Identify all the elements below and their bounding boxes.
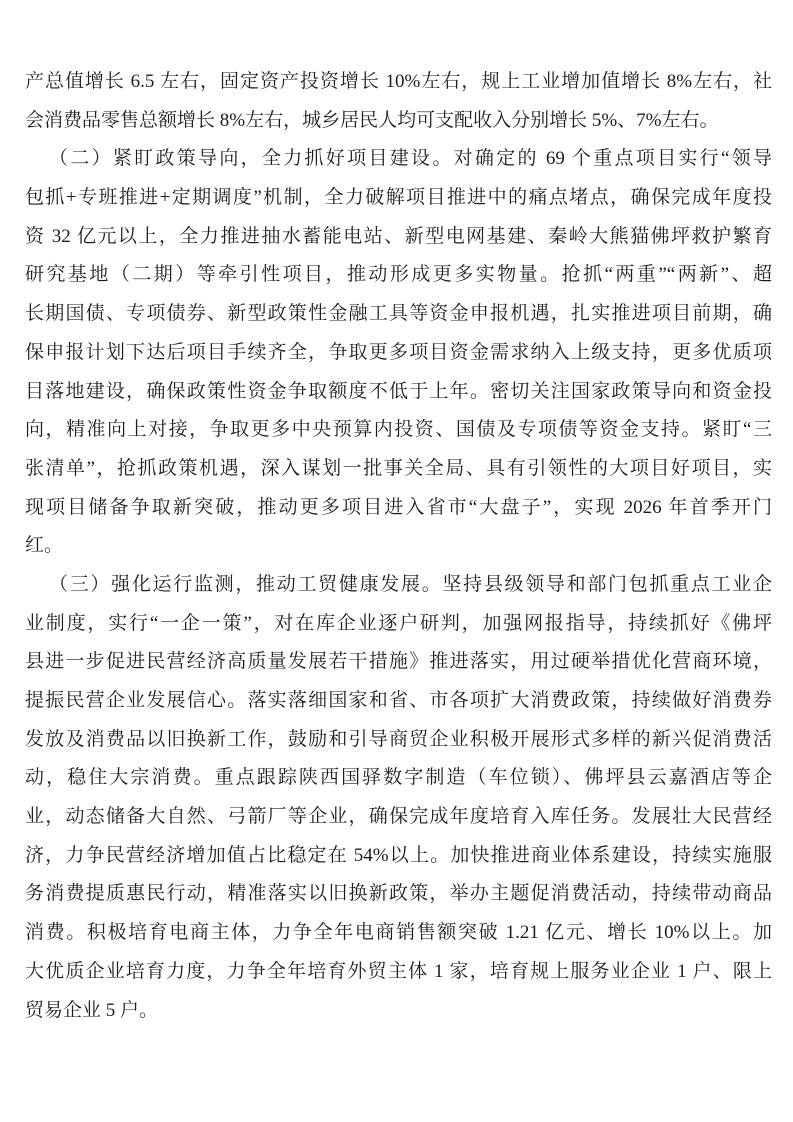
text-line: 目落地建设，确保政策性资金争取额度不低于上年。密切关注国家政策导向和资金投 xyxy=(25,380,772,402)
text-line: 县进一步促进民营经济高质量发展若干措施》推进落实，用过硬举措优化营商环境， xyxy=(25,651,772,673)
text-line: 业，动态储备大自然、弓箭厂等企业，确保完成年度培育入库任务。发展壮大民营经 xyxy=(25,806,772,828)
paragraph-3-heading-line: （三）强化运行监测，推动工贸健康发展。坚持县级领导和部门包抓重点工业企 xyxy=(49,573,772,595)
text-line: 红。 xyxy=(25,535,64,557)
text-line: 张清单”，抢抓政策机遇，深入谋划一批事关全局、具有引领性的大项目好项目，实 xyxy=(25,457,772,479)
text-line: 大优质企业培育力度，力争全年培育外贸主体 1 家，培育规上服务业企业 1 户、限上 xyxy=(25,960,772,982)
text-line: 动，稳住大宗消费。重点跟踪陕西国驿数字制造（车位锁）、佛坪县云嘉酒店等企 xyxy=(25,767,772,789)
text-line: 业制度，实行“一企一策”，对在库企业逐户研判，加强网报指导，持续抓好《佛坪 xyxy=(25,612,772,634)
text-line: 发放及消费品以旧换新工作，鼓励和引导商贸企业积极开展形式多样的新兴促消费活 xyxy=(25,728,772,750)
text-line: 长期国债、专项债券、新型政策性金融工具等资金申报机遇，扎实推进项目前期，确 xyxy=(25,303,772,325)
text-line: 现项目储备争取新突破，推动更多项目进入省市“大盘子”，实现 2026 年首季开门 xyxy=(25,496,772,518)
text-line: 产总值增长 6.5 左右，固定资产投资增长 10%左右，规上工业增加值增长 8%左右，社 xyxy=(25,71,772,92)
text-line: 贸易企业 5 户。 xyxy=(25,999,159,1021)
document-text-block xyxy=(25,63,772,1030)
text-line: 务消费提质惠民行动，精准落实以旧换新政策，举办主题促消费活动，持续带动商品 xyxy=(25,883,772,905)
text-line: 包抓+专班推进+定期调度”机制，全力破解项目推进中的痛点堵点，确保完成年度投 xyxy=(25,187,772,209)
text-line: 提振民营企业发展信心。落实落细国家和省、市各项扩大消费政策，持续做好消费券 xyxy=(25,690,772,711)
text-line: 济，力争民营经济增加值占比稳定在 54%以上。加快推进商业体系建设，持续实施服 xyxy=(25,844,772,866)
text-line: 研究基地（二期）等牵引性项目，推动形成更多实物量。抢抓“两重”“两新”、超 xyxy=(25,264,772,286)
text-line: 会消费品零售总额增长 8%左右，城乡居民人均可支配收入分别增长 5%、7%左右。 xyxy=(25,109,719,131)
text-line: 保申报计划下达后项目手续齐全，争取更多项目资金需求纳入上级支持，更多优质项 xyxy=(25,341,772,363)
text-line: 消费。积极培育电商主体，力争全年电商销售额突破 1.21 亿元、增长 10%以上。加 xyxy=(25,922,772,944)
text-line: 向，精准向上对接，争取更多中央预算内投资、国债及专项债等资金支持。紧盯“三 xyxy=(25,419,772,441)
paragraph-2-heading-line: （二）紧盯政策导向，全力抓好项目建设。对确定的 69 个重点项目实行“领导 xyxy=(49,148,772,170)
text-line: 资 32 亿元以上，全力推进抽水蓄能电站、新型电网基建、秦岭大熊猫佛坪救护繁育 xyxy=(25,225,772,247)
